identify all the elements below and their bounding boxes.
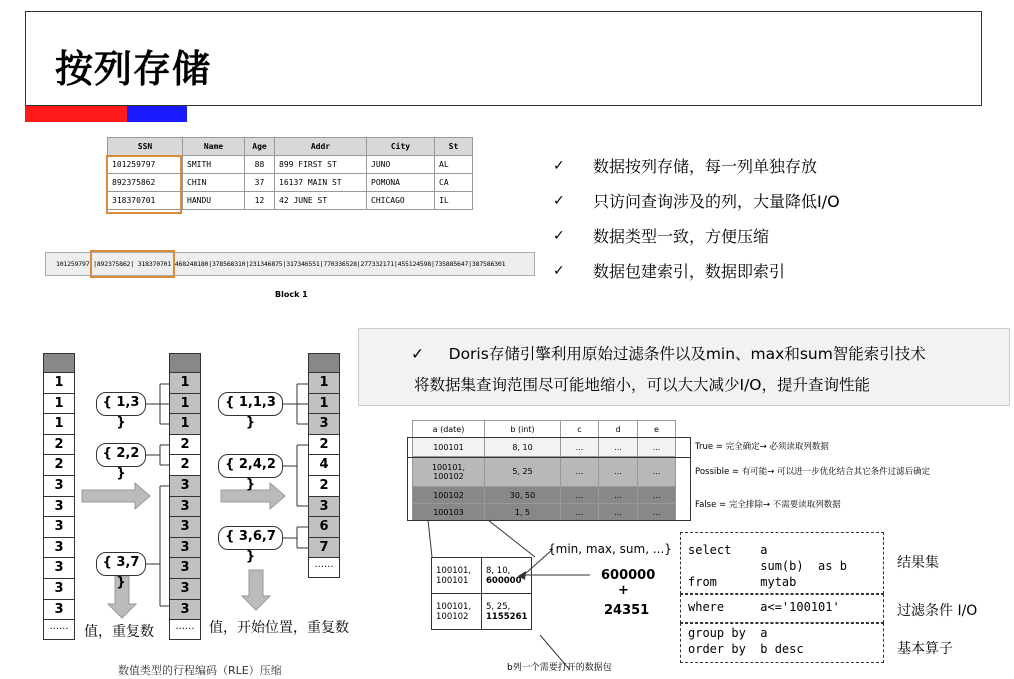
list-item-text: 数据按列存储，每一列单独存放 <box>593 157 818 176</box>
cell: JUNO <box>367 156 435 174</box>
sql-select: select a sum(b) as b from mytab <box>688 543 847 589</box>
cell: 100101, 100102 <box>413 457 485 487</box>
cell: 16137 MAIN ST <box>275 174 367 192</box>
value-cell: 1 <box>43 414 75 435</box>
value-cell: 3 <box>169 558 201 579</box>
table-row <box>432 594 532 630</box>
value-cell: 3 <box>43 558 75 579</box>
cell <box>482 594 532 630</box>
page-title: 按列存储 <box>55 47 212 91</box>
value-cell: 6 <box>308 517 340 538</box>
cell: IL <box>435 192 473 210</box>
cell: ... <box>561 487 599 504</box>
cell: ... <box>599 438 638 457</box>
value-cell: 2 <box>43 455 75 476</box>
value-cell: 2 <box>308 476 340 497</box>
pack-bottom-label: b列一个需要打开的数据包 <box>507 663 612 673</box>
list-item <box>553 218 840 253</box>
feature-list <box>553 148 840 288</box>
cell: ... <box>561 457 599 487</box>
cell: ... <box>599 504 638 521</box>
rle-connectors <box>0 340 360 640</box>
check-icon: ✓ <box>411 345 424 363</box>
value-cell: 3 <box>43 497 75 518</box>
col-name: Name <box>183 138 245 156</box>
cell: 30, 50 <box>485 487 561 504</box>
col-addr: Addr <box>275 138 367 156</box>
list-item <box>553 183 840 218</box>
cell: 100101, 100101 <box>432 558 482 594</box>
value-cell: 1 <box>308 394 340 415</box>
value-cell: 3 <box>169 538 201 559</box>
note-false: False = 完全排除→ 不需要读取列数据 <box>695 500 841 510</box>
label-result-set: 结果集 <box>897 555 939 571</box>
accent-bar-blue <box>127 106 187 122</box>
list-item-text: 只访问查询涉及的列，大量降低I/O <box>593 192 840 211</box>
value-cell: 3 <box>169 600 201 621</box>
value-cell: 1 <box>43 394 75 415</box>
plus-sign: + <box>618 583 629 598</box>
value-cell: 1 <box>169 394 201 415</box>
cell: 12 <box>245 192 275 210</box>
col-city: City <box>367 138 435 156</box>
value-cell: 1 <box>169 414 201 435</box>
cell: 892375862 <box>108 174 183 192</box>
table-header <box>413 421 676 438</box>
check-icon: ✓ <box>553 157 565 174</box>
check-icon: ✓ <box>553 192 565 209</box>
list-item <box>553 253 840 288</box>
value-cell: 2 <box>43 435 75 456</box>
table-row <box>432 558 532 594</box>
value-cell: 3 <box>43 517 75 538</box>
cell: d <box>599 421 638 438</box>
cell <box>482 558 532 594</box>
cell: ... <box>638 504 676 521</box>
sql-group-order: group by a order by b desc <box>688 626 804 656</box>
cell: ... <box>599 457 638 487</box>
rle-footer: 数值类型的行程编码（RLE）压缩 <box>118 664 282 677</box>
cell: 100101 <box>413 438 485 457</box>
value-cell: ...... <box>43 620 75 640</box>
value-cell: 3 <box>43 476 75 497</box>
doris-line-1 <box>411 342 926 364</box>
value-cell: ...... <box>308 558 340 578</box>
value-cell: 3 <box>308 414 340 435</box>
cell: 88 <box>245 156 275 174</box>
check-icon: ✓ <box>553 262 565 279</box>
value-cell: ...... <box>169 620 201 640</box>
rle-triple: { 2,4,2 } <box>218 454 283 478</box>
data-pack-table <box>431 557 532 630</box>
list-item-text: 数据包建索引，数据即索引 <box>593 262 786 281</box>
cell: SMITH <box>183 156 245 174</box>
value-cell: 1 <box>169 373 201 394</box>
sql-where: where a<='100101' <box>688 600 840 614</box>
value-cell: 3 <box>169 497 201 518</box>
col-age: Age <box>245 138 275 156</box>
cell: 1, 5 <box>485 504 561 521</box>
cell: CHIN <box>183 174 245 192</box>
value-cell: 2 <box>169 435 201 456</box>
employee-table-header <box>108 138 473 156</box>
value-cell: 1 <box>43 373 75 394</box>
value-cell: 7 <box>308 538 340 559</box>
cell: 37 <box>245 174 275 192</box>
cell: POMONA <box>367 174 435 192</box>
note-possible: Possible = 有可能→ 可以进一步优化结合其它条件过滤后确定 <box>695 467 931 477</box>
rle-triple: { 1,1,3 } <box>218 392 283 416</box>
note-true: True = 完全确定→ 必须读取列数据 <box>695 442 829 452</box>
cell: 899 FIRST ST <box>275 156 367 174</box>
cell: 100102 <box>413 487 485 504</box>
cell: 42 JUNE ST <box>275 192 367 210</box>
cell: AL <box>435 156 473 174</box>
label-filter-io: 过滤条件 I/O <box>897 603 978 619</box>
rle-pair: { 3,7 } <box>96 552 146 576</box>
cell: 100103 <box>413 504 485 521</box>
block-strip: 101259797 |892375862| 318370701 468248180|378568310|231346875|317346551|770336528|277332171|455124598|735885647|387586301 <box>45 252 535 276</box>
value-cell: 1 <box>308 373 340 394</box>
rle-pair: { 2,2 } <box>96 443 146 467</box>
block-label: Block 1 <box>275 290 308 299</box>
cell: ... <box>561 504 599 521</box>
cell-minmax: 8, 10, <box>486 565 511 576</box>
accent-bar-red <box>25 106 127 122</box>
value-cell: 3 <box>169 476 201 497</box>
rle-caption-triples: 值，开始位置，重复数 <box>209 620 349 636</box>
cell: c <box>561 421 599 438</box>
cell: 318370701 <box>108 192 183 210</box>
check-icon: ✓ <box>553 227 565 244</box>
rle-pair: { 1,3 } <box>96 392 146 416</box>
block-highlight <box>90 250 175 278</box>
doris-summary-box <box>358 328 1010 406</box>
cell: 101259797 <box>108 156 183 174</box>
doris-line-2: 将数据集查询范围尽可能地缩小，可以大大减少I/O，提升查询性能 <box>414 376 870 394</box>
sum-first: 600000 <box>601 568 656 583</box>
value-cell: 3 <box>43 579 75 600</box>
cell: CHICAGO <box>367 192 435 210</box>
cell: ... <box>561 438 599 457</box>
cell: 5, 25 <box>485 457 561 487</box>
aggregates-label: {min, max, sum, ...} <box>548 542 672 556</box>
list-item <box>553 148 840 183</box>
col-ssn: SSN <box>108 138 183 156</box>
value-cell: 3 <box>43 600 75 621</box>
rle-caption-pairs: 值，重复数 <box>84 624 154 640</box>
cell: a (date) <box>413 421 485 438</box>
cell: 8, 10 <box>485 438 561 457</box>
value-cell: 2 <box>308 435 340 456</box>
cell-minmax: 5, 25, <box>486 601 511 612</box>
true-group-box <box>407 437 691 458</box>
list-item-text: 数据类型一致，方便压缩 <box>593 227 770 246</box>
doris-line-1-text: Doris存储引擎利用原始过滤条件以及min、max和sum智能索引技术 <box>448 345 926 363</box>
col-st: St <box>435 138 473 156</box>
cell: ... <box>638 438 676 457</box>
cell: ... <box>638 457 676 487</box>
value-cell: 3 <box>169 517 201 538</box>
cell: ... <box>638 487 676 504</box>
ssn-column-highlight <box>106 155 182 214</box>
label-basic-operator: 基本算子 <box>897 641 953 657</box>
value-cell: 2 <box>169 455 201 476</box>
value-cell: 4 <box>308 455 340 476</box>
rle-triple: { 3,6,7 } <box>218 526 283 550</box>
sum-second: 24351 <box>604 603 650 618</box>
cell-sum: 600000 <box>486 575 522 586</box>
cell: HANDU <box>183 192 245 210</box>
value-cell: 3 <box>169 579 201 600</box>
value-cell: 3 <box>308 497 340 518</box>
cell: e <box>638 421 676 438</box>
value-cell: 3 <box>43 538 75 559</box>
cell: CA <box>435 174 473 192</box>
cell: ... <box>599 487 638 504</box>
cell: 100101, 100102 <box>432 594 482 630</box>
cell-sum: 1155261 <box>486 611 528 622</box>
cell: b (int) <box>485 421 561 438</box>
